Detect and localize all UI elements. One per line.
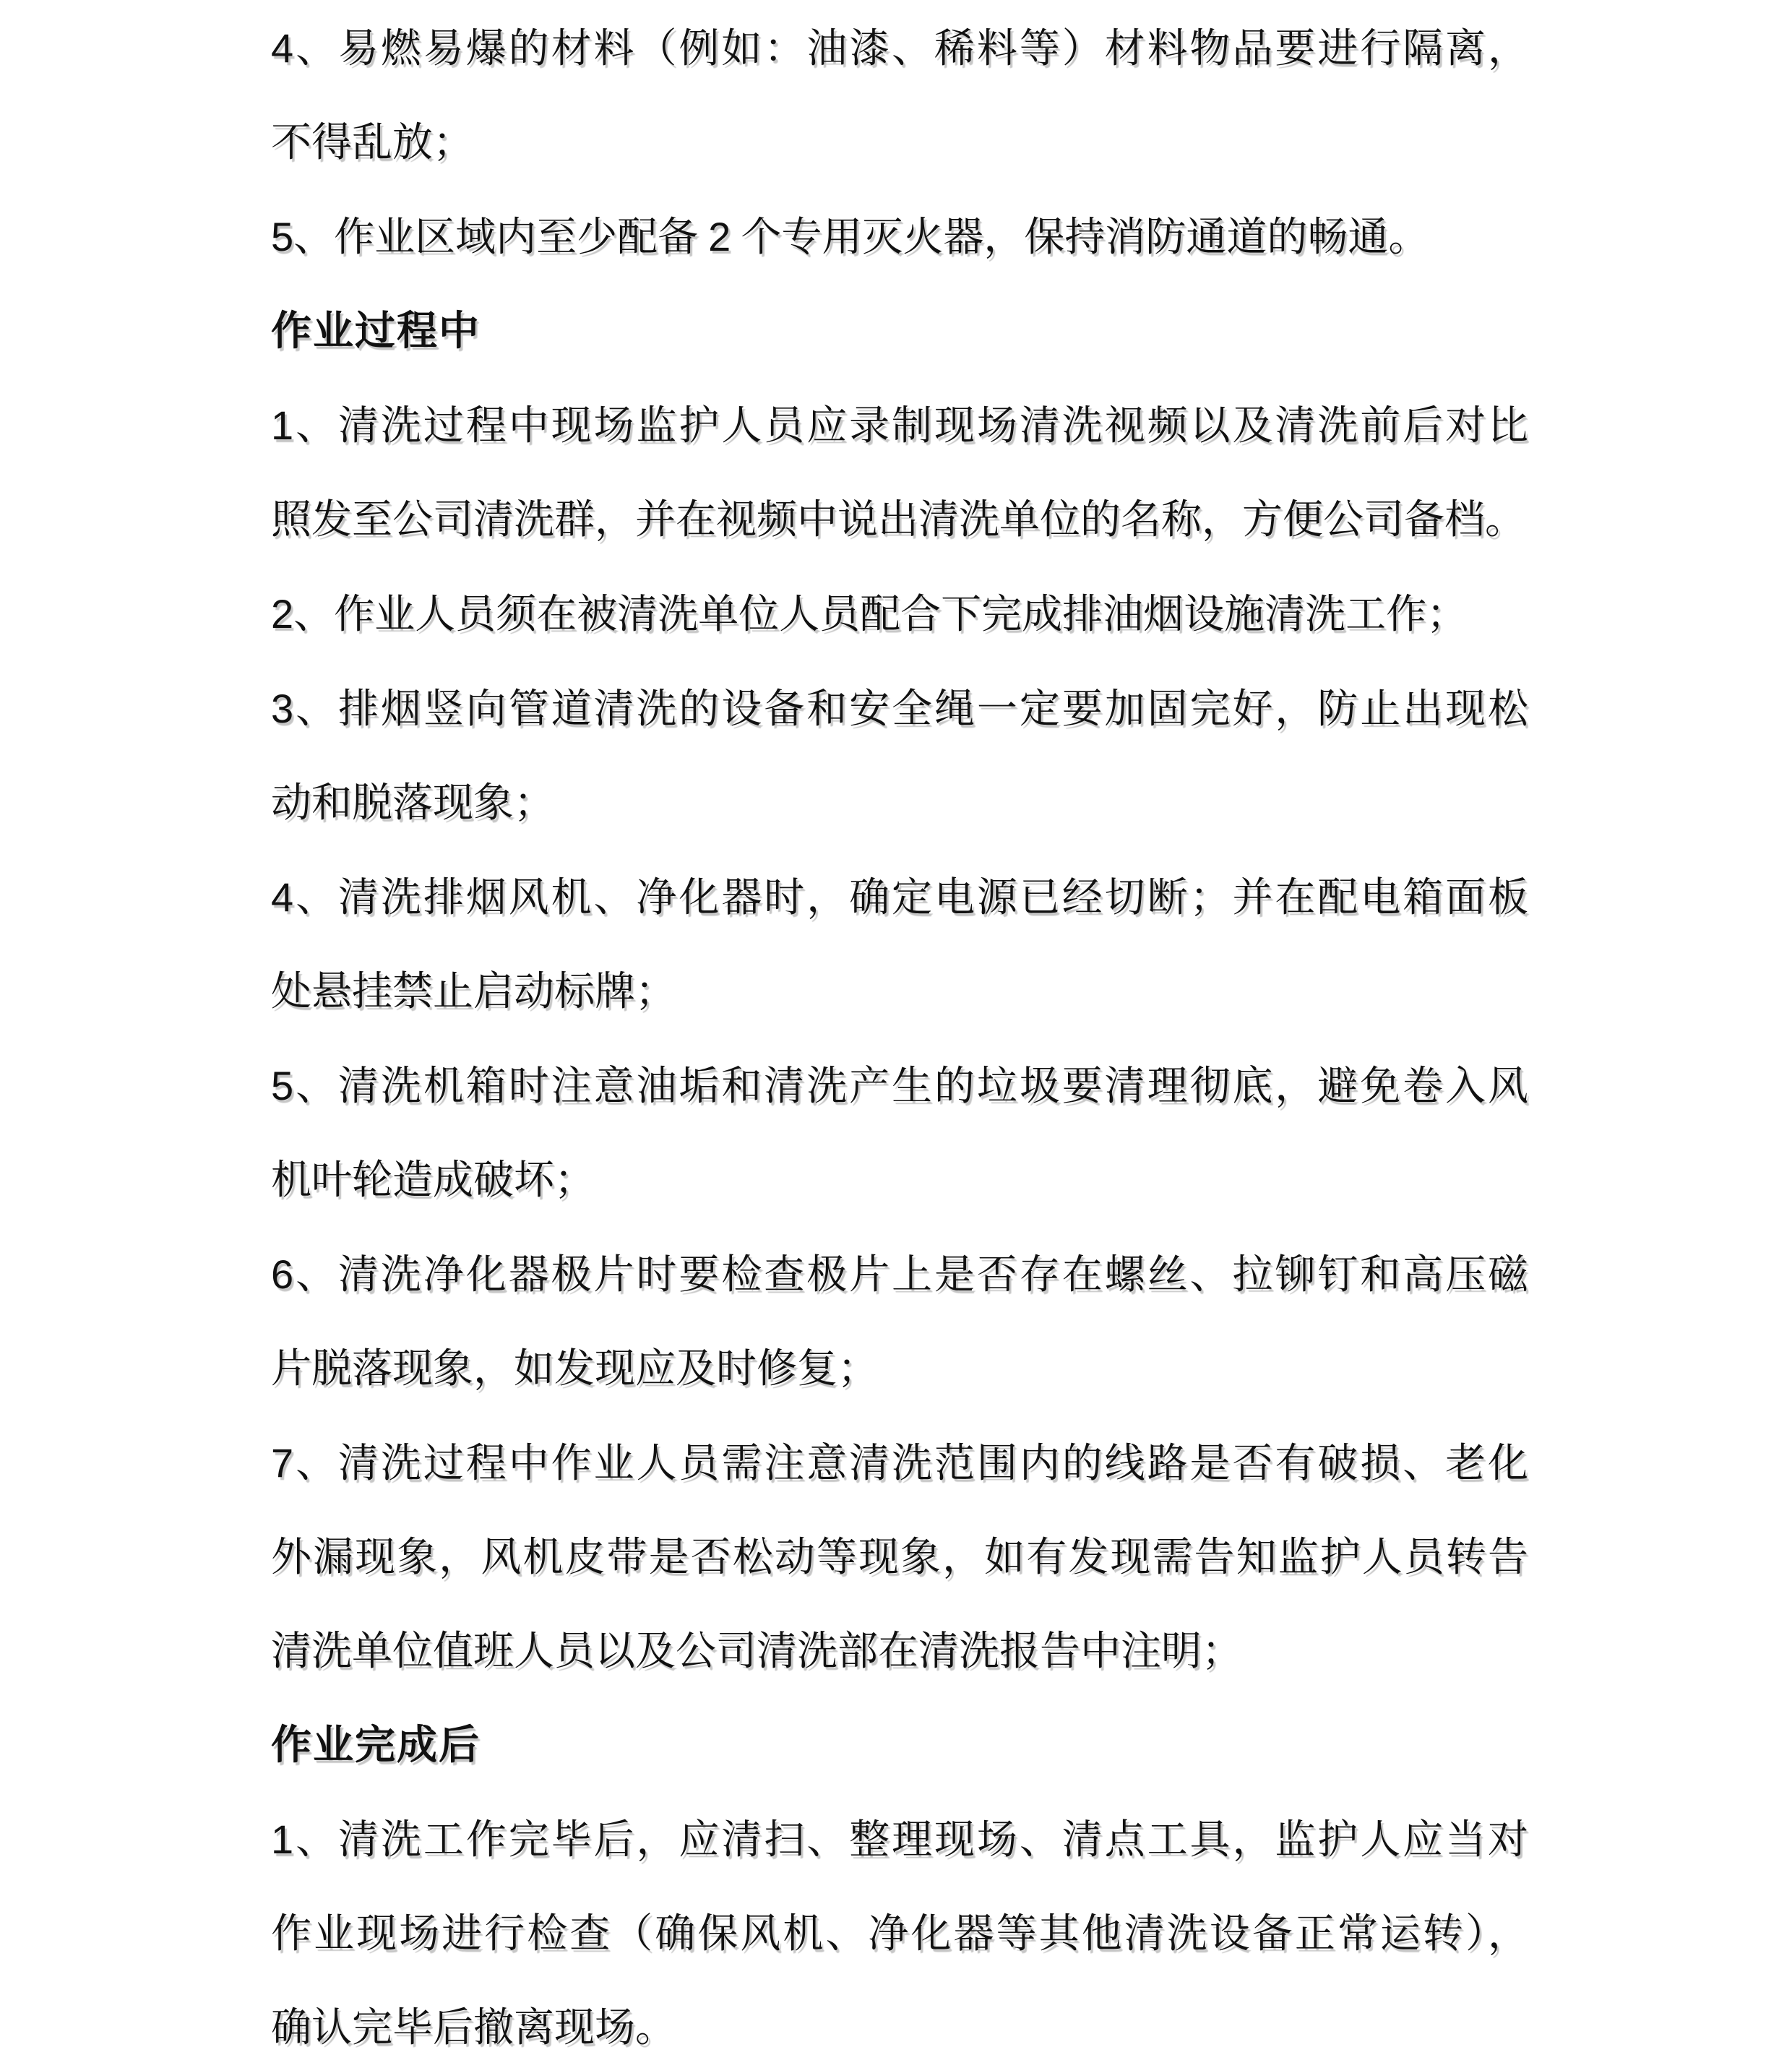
heading-during-work — [271, 285, 1528, 379]
text-line: 外漏现象，风机皮带是否松动等现象，如有发现需告知监护人员转告 — [271, 1535, 1528, 1580]
rule-during-7 — [271, 1416, 1528, 1699]
rule-before-4 — [271, 1, 1528, 190]
text-line: 4、易燃易爆的材料（例如：油漆、稀料等）材料物品要进行隔离， — [271, 25, 1528, 72]
section-heading-line: 作业过程中 — [271, 309, 481, 354]
rule-during-5 — [271, 1039, 1528, 1228]
list-number: 5 — [271, 1063, 294, 1108]
text-line: 7、清洗过程中作业人员需注意清洗范围内的线路是否有破损、老化 — [271, 1440, 1528, 1486]
text-line: 片脱落现象，如发现应及时修复； — [271, 1347, 878, 1392]
rule-during-3 — [271, 662, 1528, 850]
text-line: 5、作业区域内至少配备 2 个专用灭火器，保持消防通道的畅通。 — [271, 214, 1429, 260]
text-line: 5、清洗机箱时注意油垢和清洗产生的垃圾要清理彻底，避免卷入风 — [271, 1063, 1528, 1109]
list-number: 1 — [271, 402, 294, 448]
text-line: 不得乱放； — [271, 121, 473, 165]
rule-during-1 — [271, 379, 1528, 567]
list-number: 7 — [271, 1440, 294, 1486]
rule-during-4 — [271, 850, 1528, 1039]
list-number: 5 — [271, 214, 294, 259]
rule-during-2 — [271, 567, 1528, 662]
rule-after-1 — [271, 1793, 1528, 2060]
list-number: 6 — [271, 1251, 294, 1297]
text-line: 确认完毕后撤离现场。 — [271, 2006, 676, 2051]
text-line: 1、清洗工作完毕后，应清扫、整理现场、清点工具，监护人应当对 — [271, 1816, 1528, 1863]
rule-before-5 — [271, 190, 1528, 285]
list-number: 3 — [271, 686, 294, 731]
document-body — [271, 1, 1528, 2060]
text-line: 照发至公司清洗群，并在视频中说出清洗单位的名称，方便公司备档。 — [271, 498, 1525, 543]
text-line: 6、清洗净化器极片时要检查极片上是否存在螺丝、拉铆钉和高压磁 — [271, 1251, 1528, 1298]
text-line: 动和脱落现象； — [271, 781, 554, 826]
list-number: 2 — [708, 214, 731, 259]
heading-after-work — [271, 1699, 1528, 1793]
text-line: 清洗单位值班人员以及公司清洗部在清洗报告中注明； — [271, 1629, 1242, 1674]
rule-during-6 — [271, 1228, 1528, 1416]
text-line: 3、排烟竖向管道清洗的设备和安全绳一定要加固完好，防止出现松 — [271, 686, 1528, 732]
list-number: 4 — [271, 25, 294, 71]
text-line: 4、清洗排烟风机、净化器时，确定电源已经切断；并在配电箱面板 — [271, 874, 1528, 921]
list-number: 4 — [271, 874, 294, 920]
text-line: 处悬挂禁止启动标牌； — [271, 970, 676, 1014]
list-number: 2 — [271, 591, 294, 637]
text-line: 2、作业人员须在被清洗单位人员配合下完成排油烟设施清洗工作； — [271, 591, 1468, 637]
text-line: 1、清洗过程中现场监护人员应录制现场清洗视频以及清洗前后对比 — [271, 402, 1528, 449]
list-number: 1 — [271, 1816, 294, 1862]
section-heading-line: 作业完成后 — [271, 1723, 481, 1768]
text-line: 机叶轮造成破坏； — [271, 1158, 595, 1203]
text-line: 作业现场进行检查（确保风机、净化器等其他清洗设备正常运转）， — [271, 1912, 1528, 1957]
